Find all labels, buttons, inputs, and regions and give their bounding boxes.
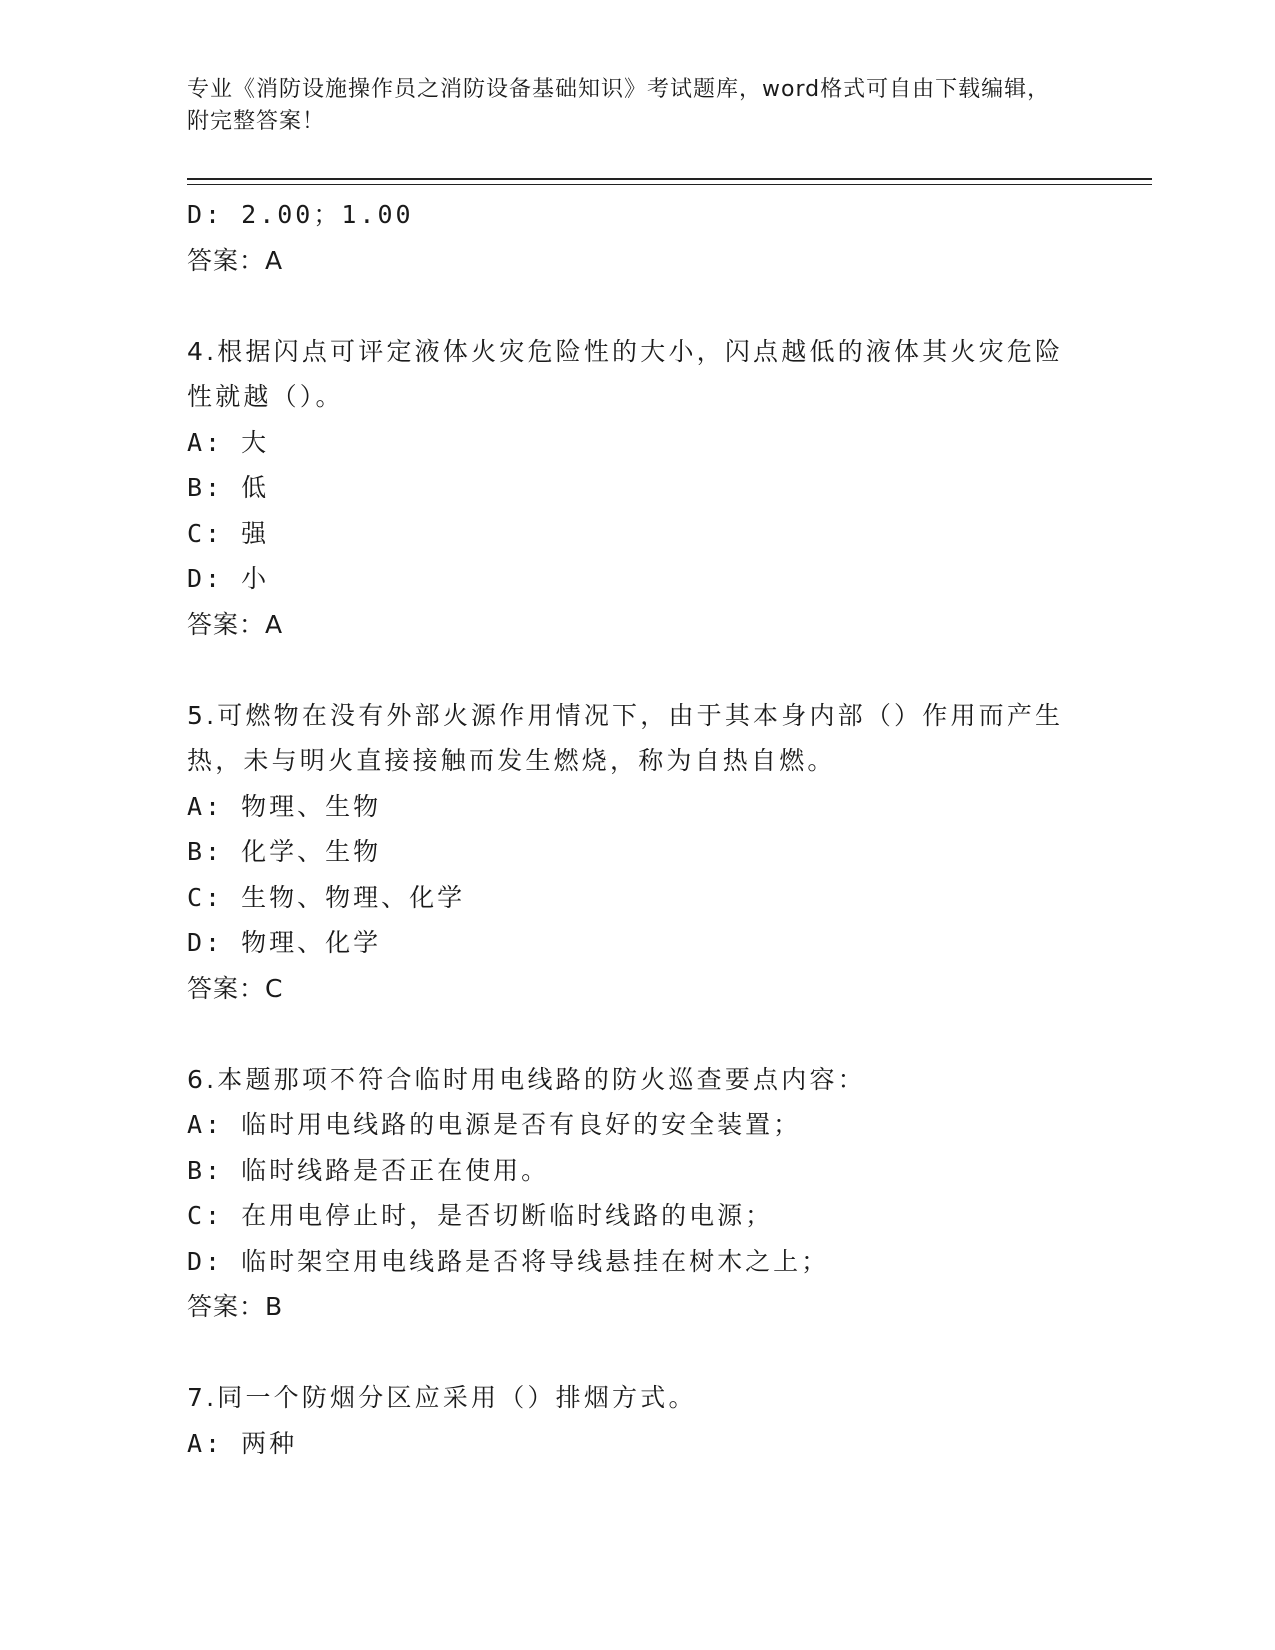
option-a: A: 物理、生物 bbox=[187, 791, 382, 821]
option-a: A: 临时用电线路的电源是否有良好的安全装置； bbox=[187, 1110, 802, 1139]
option-a: A: 两种 bbox=[187, 1428, 298, 1458]
question-stem: 6.本题那项不符合临时用电线路的防火巡查要点内容： bbox=[187, 1064, 866, 1094]
option-c: C: 生物、物理、化学 bbox=[187, 882, 466, 912]
option-b: B: 临时线路是否正在使用。 bbox=[187, 1155, 550, 1185]
option-d: D: 物理、化学 bbox=[187, 928, 382, 957]
header-rule-thin bbox=[187, 184, 1152, 185]
question-7 bbox=[187, 1375, 1067, 1466]
option-a: A: 大 bbox=[187, 427, 270, 457]
question-stem: 7.同一个防烟分区应采用（）排烟方式。 bbox=[187, 1383, 697, 1412]
prev-option-d: D: 2.00；1.00 bbox=[187, 200, 414, 229]
option-c: C: 在用电停止时，是否切断临时线路的电源； bbox=[187, 1201, 774, 1230]
question-4 bbox=[187, 329, 1067, 648]
option-b: B: 化学、生物 bbox=[187, 837, 382, 866]
answer: 答案：C bbox=[187, 973, 284, 1003]
option-d: D: 小 bbox=[187, 564, 270, 593]
question-content bbox=[187, 192, 1067, 1466]
question-6 bbox=[187, 1057, 1067, 1330]
document-header: 专业《消防设施操作员之消防设备基础知识》考试题库，word格式可自由下载编辑，附完整答案！ bbox=[187, 77, 1051, 134]
answer: 答案：B bbox=[187, 1292, 284, 1321]
answer: 答案：A bbox=[187, 609, 284, 639]
prev-answer: 答案：A bbox=[187, 245, 284, 275]
option-b: B: 低 bbox=[187, 473, 270, 502]
option-d: D: 临时架空用电线路是否将导线悬挂在树木之上； bbox=[187, 1246, 830, 1276]
question-5 bbox=[187, 693, 1067, 1012]
question-stem: 4.根据闪点可评定液体火灾危险性的大小，闪点越低的液体其火灾危险性就越（）。 bbox=[187, 336, 1064, 411]
question-stem: 5.可燃物在没有外部火源作用情况下，由于其本身内部（）作用而产生热，未与明火直接接触而发生燃烧，称为自热自燃。 bbox=[187, 700, 1064, 775]
header-rule-thick bbox=[187, 178, 1152, 180]
option-c: C: 强 bbox=[187, 518, 270, 548]
